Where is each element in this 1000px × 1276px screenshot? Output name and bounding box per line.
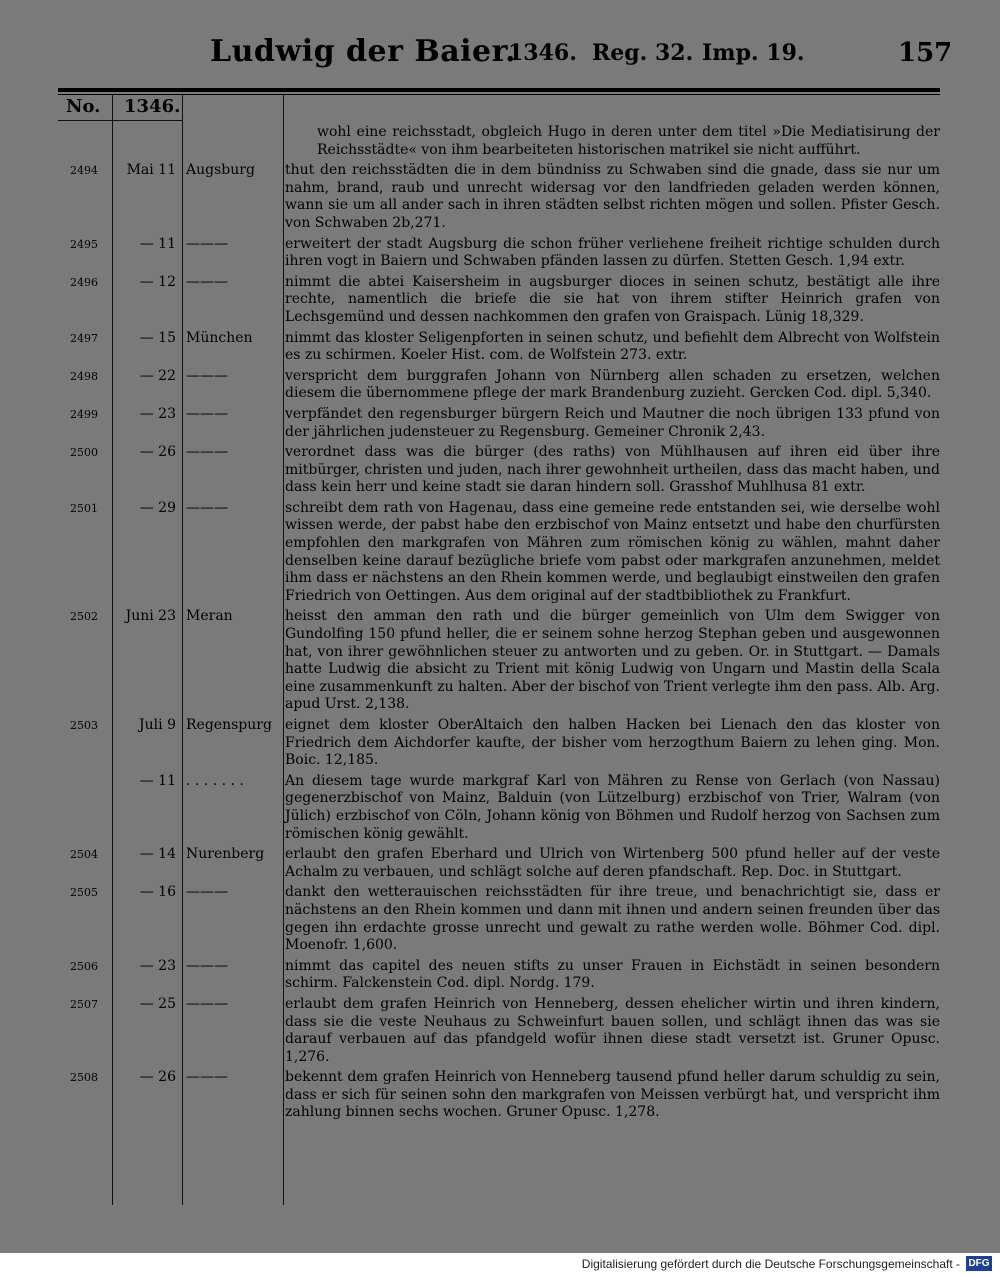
entry-place: ——— xyxy=(186,444,228,461)
entry-number: 2506 xyxy=(70,959,98,973)
entry-place: ——— xyxy=(186,1069,228,1086)
column-header-no: No. xyxy=(66,96,101,117)
entry-number: 2497 xyxy=(70,331,98,345)
header-reg: Reg. 32. xyxy=(592,40,694,66)
entry-text: nimmt die abtei Kaisersheim in augsburger dioces in seinen schutz, bestätigt alle ihre rechte, namentlich die briefe die sie hat von ihrem stifter Heinrich grafen von Lechsgemünd und dessen nachkommen den grafen von Graispach. Lünig 18,329. xyxy=(285,273,940,325)
header-year: 1346. xyxy=(508,40,577,66)
entry-text: nimmt das capitel des neuen stifts zu unser Frauen in Eichstädt in seinen besondern schirm. Falckenstein Cod. dipl. Nordg. 179. xyxy=(285,957,940,992)
entry-date: — 15 xyxy=(139,329,176,346)
entry-text: An diesem tage wurde markgraf Karl von Mähren zu Rense von Gerlach (von Nassau) gegenerzbischof von Mainz, Balduin (von Lützelburg) erzbischof von Trier, Walram (von Jülich) erzbischof von Cöln, Johann könig von Böhmen und Rudolf herzog von Sachsen zum römischen könig gewählt. xyxy=(285,772,940,842)
entry-place: ——— xyxy=(186,957,228,974)
entry-date: — 12 xyxy=(139,273,176,290)
register-entry xyxy=(0,330,1000,365)
entry-text: eignet dem kloster OberAltaich den halben Hacken bei Lienach den das kloster von Friedrich dem Aichdorfer kaufte, der bisher vom herzogthum Baiern zu lehen ging. Mon. Boic. 12,185. xyxy=(285,717,940,769)
header-rule-thin xyxy=(58,94,940,95)
entry-number: 2502 xyxy=(70,610,98,624)
register-entry xyxy=(0,162,1000,232)
entry-text: verordnet dass was die bürger (des raths) von Mühlhausen auf ihren eid über ihre mitbürger, christen und juden, nach ihrer gewohnheit urtheilen, dass das macht haben, und dass kein herr und keine stadt sie daran hindern soll. Grasshof Muhlhusa 81 extr. xyxy=(285,444,940,496)
entry-date: — 14 xyxy=(139,846,176,863)
entry-text: dankt den wetterauischen reichsstädten für ihre treue, und benachrichtigt sie, dass er nächstens an den Rhein kommen und dann mit ihnen und andern seinen freunden über das gegen ihn erdachte grosse unrecht und gewalt zu rathe werden wolle. Böhmer Cod. dipl. Moenofr. 1,600. xyxy=(285,884,940,954)
entry-text: verpfändet den regensburger bürgern Reich und Mautner die noch übrigen 133 pfund von der jährlichen judensteuer zu Regensburg. Gemeiner Chronik 2,43. xyxy=(285,405,940,440)
register-entry xyxy=(0,773,1000,843)
register-entry xyxy=(0,236,1000,271)
register-entry xyxy=(0,368,1000,403)
entry-number: 2500 xyxy=(70,446,98,460)
entry-number: 2505 xyxy=(70,886,98,900)
entry-text: erweitert der stadt Augsburg die schon früher verliehene freiheit richtige schulden durch ihren vogt in Baiern und Schwaben pfänden lassen zu dürfen. Stetten Gesch. 1,94 extr. xyxy=(285,235,940,270)
entry-number: 2504 xyxy=(70,848,98,862)
dfg-logo: DFG xyxy=(966,1256,992,1271)
register-entry xyxy=(0,124,1000,159)
register-entry xyxy=(0,717,1000,770)
column-header-underline xyxy=(113,120,182,121)
entry-date: — 23 xyxy=(139,405,176,422)
entry-place: Meran xyxy=(186,608,233,625)
entry-text: erlaubt dem grafen Heinrich von Henneberg, dessen ehelicher wirtin und ihren kindern, dass sie die veste Neuhaus zu Schweinfurt bauen sollen, und schlägt ihnen das was sie darauf verbauen auf das pfandgeld wofür ihnen diese stadt versetzt ist. Gruner Opusc. 1,276. xyxy=(285,995,940,1065)
entry-text: bekennt dem grafen Heinrich von Henneberg tausend pfund heller darum schuldig zu sein, dass er sich für seinen sohn den markgrafen von Meissen verbürgt hat, und verspricht ihm zahlung binnen sechs wochen. Gruner Opusc. 1,278. xyxy=(285,1069,940,1121)
entry-place: ——— xyxy=(186,273,228,290)
entry-number: 2495 xyxy=(70,237,98,251)
entry-place: . . . . . . . xyxy=(186,772,244,789)
entry-date: — 25 xyxy=(139,995,176,1012)
register-entry xyxy=(0,996,1000,1066)
entry-number: 2508 xyxy=(70,1071,98,1085)
register-entry xyxy=(0,1069,1000,1122)
register-entry xyxy=(0,406,1000,441)
register-entry xyxy=(0,274,1000,327)
column-header-underline xyxy=(58,120,112,121)
entry-date: Juli 9 xyxy=(139,717,176,733)
entry-date: Juni 23 xyxy=(125,608,176,625)
header-rule-thick xyxy=(58,88,940,92)
entry-date: — 23 xyxy=(139,957,176,974)
register-entry xyxy=(0,444,1000,497)
page-number: 157 xyxy=(898,38,953,68)
entry-number: 2499 xyxy=(70,407,98,421)
entry-number: 2496 xyxy=(70,275,98,289)
entry-place: ——— xyxy=(186,499,228,516)
entry-date: — 29 xyxy=(139,499,176,516)
entry-number: 2501 xyxy=(70,501,98,515)
entry-text: wohl eine reichsstadt, obgleich Hugo in deren unter dem titel »Die Mediatisirung der Reichsstädte« von ihm bearbeiteten historischen matrikel sie nicht aufführt. xyxy=(317,124,940,158)
register-entry xyxy=(0,846,1000,881)
entry-place: ——— xyxy=(186,884,228,901)
entry-text: erlaubt den grafen Eberhard und Ulrich von Wirtenberg 500 pfund heller auf der veste Achalm zu verbauen, und schlägt solche auf deren pfandschaft. Rep. Doc. in Stuttgart. xyxy=(285,846,940,880)
register-entry xyxy=(0,500,1000,606)
entry-place: Nurenberg xyxy=(186,846,265,863)
running-title: Ludwig der Baier. xyxy=(210,34,517,69)
entry-place: ——— xyxy=(186,405,228,422)
register-entry xyxy=(0,958,1000,993)
column-header-year: 1346. xyxy=(124,96,181,117)
entry-place: ——— xyxy=(186,235,228,252)
entry-place: ——— xyxy=(186,367,228,384)
entry-number: 2507 xyxy=(70,997,98,1011)
entry-place: München xyxy=(186,329,253,346)
footer-bar xyxy=(0,1253,1000,1276)
register-entry xyxy=(0,608,1000,714)
entry-text: nimmt das kloster Seligenpforten in seinen schutz, und befiehlt dem Albrecht von Wolfstein es zu schirmen. Koeler Hist. com. de Wolfstein 273. extr. xyxy=(285,329,940,364)
entry-text: thut den reichsstädten die in dem bündniss zu Schwaben sind die gnade, dass sie nur um nahm, brand, raub und unrecht widersag vor den landfrieden geladen werden können, wann sie um all ander sach in ihren städten selbst richten mögen und sollen. Pfister Gesch. von Schwaben 2b,271. xyxy=(285,162,940,231)
entry-place: Regenspurg xyxy=(186,717,272,733)
entry-date: Mai 11 xyxy=(126,162,176,179)
header-imp: Imp. 19. xyxy=(702,40,805,66)
entry-number: 2494 xyxy=(70,164,98,178)
entry-number: 2498 xyxy=(70,369,98,383)
register-entries xyxy=(0,124,1000,1125)
entry-date: — 26 xyxy=(139,1069,176,1086)
entry-date: — 22 xyxy=(139,367,176,384)
entry-text: verspricht dem burggrafen Johann von Nürnberg allen schaden zu ersetzen, welchen diesem die übernommene pflege der mark Brandenburg zuzieht. Gercken Cod. dipl. 5,340. xyxy=(285,367,940,402)
entry-date: — 11 xyxy=(139,772,176,789)
entry-text: heisst den amman den rath und die bürger gemeinlich von Ulm dem Swigger von Gundolfing 150 pfund heller, die er seinem sohne herzog Stephan geben und ausgewonnen hat, von ihrer gewöhnlichen steuer zu antworten und zu geben. Or. in Stuttgart. — Damals hatte Ludwig die absicht zu Trient mit könig Ludwig von Ungarn und Mastin della Scala eine zusammenkunft zu halten. Aber der bischof von Trient verlegte ihm den pass. Alb. Arg. apud Urst. 2,138. xyxy=(285,608,940,713)
entry-number: 2503 xyxy=(70,719,98,732)
entry-place: ——— xyxy=(186,995,228,1012)
entry-date: — 11 xyxy=(139,235,176,252)
entry-date: — 16 xyxy=(139,884,176,901)
entry-text: schreibt dem rath von Hagenau, dass eine gemeine rede entstanden sei, wie derselbe wohl wissen werde, der pabst habe den erzbischof von Mainz entsetzt und habe den churfürsten empfohlen den markgrafen von Mähren zum römischen könig zu wählen, mahnt daher denselben keine darauf bezügliche briefe vom pabst oder markgrafen anzunehmen, meldet ihm dass er nächstens an den Rhein kommen werde, und beglaubigt einstweilen den grafen Friedrich von Oettingen. Aus dem original auf der stadtbibliothek zu Frankfurt. xyxy=(285,499,940,604)
page-header xyxy=(0,34,1000,74)
funding-note: Digitalisierung gefördert durch die Deutsche Forschungsgemeinschaft - xyxy=(581,1257,960,1271)
entry-place: Augsburg xyxy=(186,162,255,179)
register-entry xyxy=(0,884,1000,954)
entry-date: — 26 xyxy=(139,444,176,461)
